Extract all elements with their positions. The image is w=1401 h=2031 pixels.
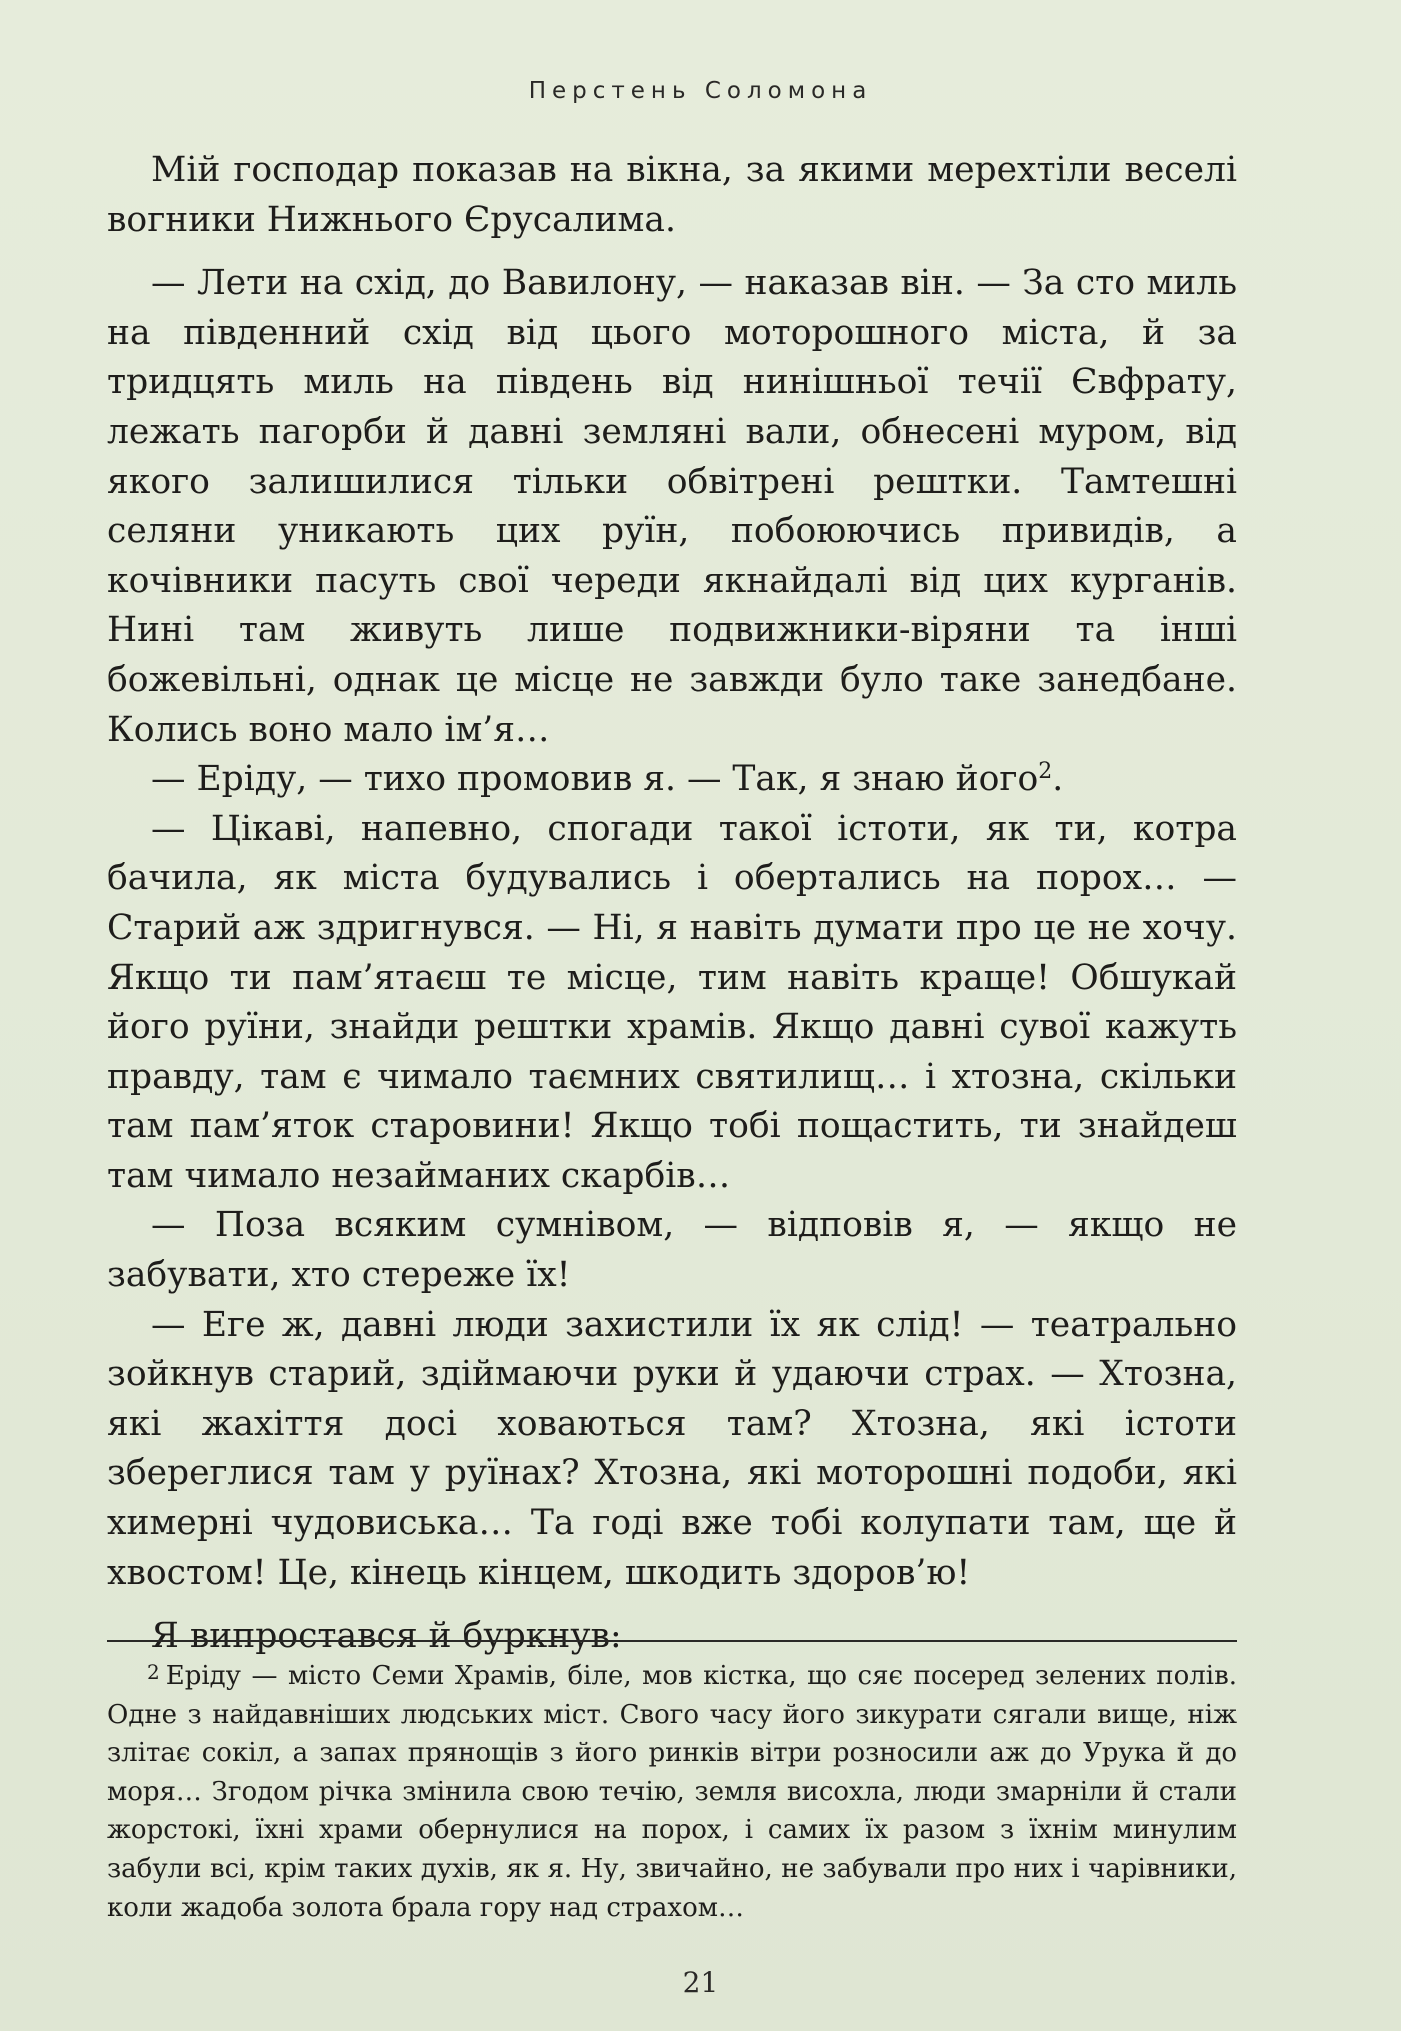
paragraph-6: — Еге ж, давні люди захистили їх як слід! — театрально зойкнув старий, здіймаючи руки й удаючи страх. — Хтозна, які жахіття досі ховаються там? Хтозна, які істоти збереглися там у руїнах? Хтозна, які моторошні подоби, які химерні чудовиська… Та годі вже тобі колупати там, ще й хвостом! Це, кінець кінцем, шкодить здоров’ю! (107, 1304, 1237, 1593)
footnote (107, 1653, 1237, 1927)
paragraph-1: Мій господар показав на вікна, за якими мерехтіли веселі вогники Нижнього Єрусалима. (107, 150, 1237, 240)
paragraph-2: — Лети на схід, до Вавилону, — наказав він. — За сто миль на південний схід від цього моторошного міста, й за тридцять миль на південь від нинішньої течії Євфрату, лежать пагорби й давні земляні вали, обнесені муром, від якого залишилися тільки обвітрені рештки. Тамтешні селяни уникають цих руїн, побоюючись привидів, а кочівники пасуть свої череди якнайдалі від цих курганів. Нині там живуть лише подвижники-віряни та інші божевільні, однак це місце не завжди було таке занедбане. Колись воно мало ім’я… (107, 263, 1237, 750)
running-title: Перстень Соломона (528, 78, 873, 104)
paragraph-5: — Поза всяким сумнівом, — відповів я, — якщо не забувати, хто стереже їх! (107, 1205, 1237, 1296)
main-text (107, 146, 1237, 1662)
footnote-number: 2 (147, 1660, 160, 1684)
paragraph-3-end: . (1052, 759, 1064, 800)
footnote-divider (107, 1640, 1237, 1642)
paragraph-4: — Цікаві, напевно, спогади такої істоти, як ти, котра бачила, як міста будувались і обертались на порох… — Старий аж здригнувся. — Ні, я навіть думати про це не хочу. Якщо ти пам’ятаєш те місце, тим навіть краще! Обшукай його руїни, знайди рештки храмів. Якщо давні сувої кажуть правду, там є чимало таємних святилищ… і хтозна, скільки там пам’яток старовини! Якщо тобі пощастить, ти знайдеш там чимало незайманих скарбів… (107, 808, 1237, 1196)
footnote-text: Еріду — місто Семи Храмів, біле, мов кістка, що сяє посеред зелених полів. Одне з найдавніших людських міст. Свого часу його зикурати сягали вище, ніж злітає сокіл, а запах прянощів з його ринків вітри розносили аж до Урука й до моря… Згодом річка змінила свою течію, земля висохла, люди змарніли й стали жорстокі, їхні храми обернулися на порох, і самих їх разом з їхнім минулим забули всі, крім таких духів, як я. Ну, звичайно, не забували про них і чарівники, коли жадоба золота брала гору над страхом… (107, 1661, 1237, 1923)
paragraph-3-text: — Еріду, — тихо промовив я. — Так, я знаю його (151, 759, 1039, 800)
page-number: 21 (682, 1966, 719, 1999)
footnote-reference[interactable]: 2 (1038, 759, 1053, 785)
footnote-paragraph (107, 1653, 1237, 1927)
paragraph-3 (107, 755, 1237, 805)
paragraph-7: Я випростався й буркнув: (151, 1616, 622, 1657)
